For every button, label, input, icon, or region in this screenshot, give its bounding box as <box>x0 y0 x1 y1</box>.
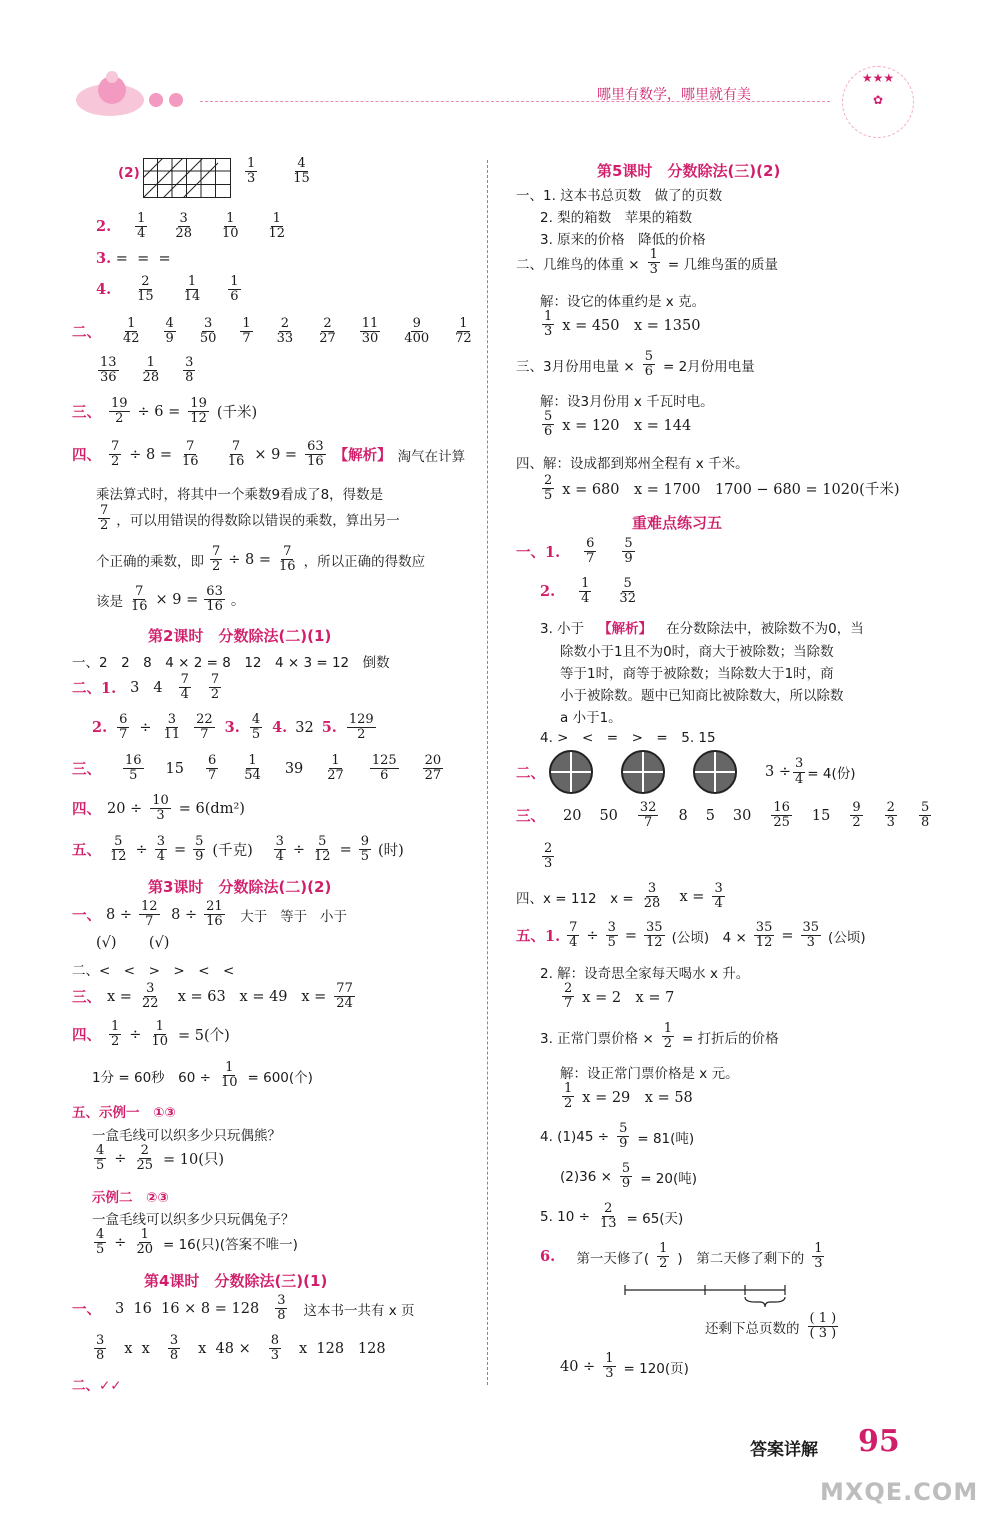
s2-row6: 五、 $\frac{5}{12}$ ÷ $\frac{3}{4}$ = $\frac{5}{9}$ (千克) $\frac{3}{4}$ ÷ $\frac{5}{12}$ = $\frac{9}{5}$ (时) <box>72 834 404 865</box>
s3-ex2: 示例二 ②③ <box>92 1190 169 1206</box>
q2-label: (2) <box>118 165 140 181</box>
w3d: 1 2 x = 29 x = 58 <box>564 1081 693 1112</box>
row-san: 三、 $\frac{19}{2}$ ÷ 6 = $\frac{19}{12}$ (千米) <box>72 396 258 427</box>
s4-row3: 二、✓✓ <box>72 1378 122 1394</box>
section-zd-title: 重难点练习五 <box>632 514 723 532</box>
s4-row2: 3 8 x x 3 8 x 48 × $\frac{8}{3}$ x 128 128 <box>96 1333 386 1364</box>
r7: 三、3月份用电量 × $\frac{5}{6}$ = 2月份用电量 <box>516 349 755 380</box>
s3-row1: 一、 8 ÷ $\frac{12}{7}$ 8 ÷ $\frac{21}{16}$ 大于 等于 小于 <box>72 899 348 930</box>
column-divider <box>487 160 488 1385</box>
w2b: 2 7 x = 2 x = 7 <box>564 981 675 1012</box>
frac: 1 3 <box>247 156 256 187</box>
s3-checks: (√) (√) <box>96 935 170 951</box>
r6: 1 3 x = 450 x = 1350 <box>544 309 701 340</box>
z3d: 等于1时，商等于被除数；当除数大于1时，商 <box>560 666 834 682</box>
w5: 5. 10 ÷ $\frac{2}{13}$ = 65(天) <box>540 1201 684 1232</box>
row-4: 4. 2 15 1 14 1 6 <box>96 274 239 305</box>
r8: 解：设3月份用 x 千瓦时电。 <box>540 394 714 410</box>
s3-ex2-q: 一盒毛线可以织多少只玩偶兔子？ <box>92 1212 295 1228</box>
quarter-circle-2 <box>621 750 665 794</box>
w2: 2. 解：设奇思全家每天喝水 x 升。 <box>540 966 750 982</box>
z-si: 四、x = 112 x = $\frac{3}{28}$ x = $\frac{3}{4}$ <box>516 881 723 912</box>
row-si: 四、 $\frac{7}{2}$ ÷ 8 = $\frac{7}{16}$ $\frac{7}{16}$ × 9 = $\frac{63}{16}$ 【解析】 淘气在计算 <box>72 439 466 470</box>
quarter-circle-3 <box>693 750 737 794</box>
p4-text2: 乘法算式时，将其中一个乘数9看成了8，得数是 <box>96 487 384 503</box>
section-2-title: 第2课时 分数除法(二)(1) <box>148 627 332 645</box>
z3: 3. 小于 【解析】 在分数除法中，被除数不为0，当 <box>540 621 864 637</box>
w6: 6. 第一天修了( 1 2 ) 第二天修了剩下的 1 3 <box>540 1241 823 1272</box>
s3-row3: 三、 x = $\frac{3}{22}$ x = 63 x = 49 x = $\frac{77}{24}$ <box>72 981 353 1012</box>
s2-row3: 2. $\frac{6}{7}$ ÷ $\frac{3}{11}$ 22 7 3. 4 5 4. 32 5. 129 2 <box>92 712 374 743</box>
row-er: 二、 1 42 4 9 3 50 1 7 2 33 2 27 11 30 9 400 1 72 <box>72 316 472 347</box>
q2-fractions <box>243 157 314 187</box>
z4: 4. > < = > = 5. 15 <box>540 730 716 746</box>
r1: 一、1. 这本书总页数 做了的页数 <box>516 188 723 204</box>
hatched-grid <box>143 158 231 202</box>
s3-row4: 四、 $\frac{1}{2}$ ÷ $\frac{1}{10}$ = 5(个) <box>72 1019 230 1050</box>
r5: 解：设它的体重约是 x 克。 <box>540 294 706 310</box>
watermark: MXQE.COM <box>820 1478 979 1506</box>
r4: 二、几维鸟的体重 × $\frac{1}{3}$ = 几维鸟蛋的质量 <box>516 247 778 278</box>
r10: 四、解：设成都到郑州全程有 x 千米。 <box>516 456 749 472</box>
s3-ex1-q: 一盒毛线可以织多少只玩偶熊？ <box>92 1128 281 1144</box>
s3-row2: 二、< < > > < < <box>72 963 235 979</box>
z-er-row: 二、 3 ÷ $\frac{3}{4}$ = 4(份) <box>516 750 856 794</box>
w1: 五、1. $\frac{7}{4}$ ÷ $\frac{3}{5}$ = $\frac{35}{12}$ (公顷) 4 × $\frac{35}{12}$ = $\frac{35}{3}$ (公顷) <box>516 920 866 951</box>
p4-text5-row: 该是 $\frac{7}{16}$ × 9 = $\frac{63}{16}$ 。 <box>96 584 246 615</box>
z-san-b: 2 3 <box>544 841 553 872</box>
row-2: 2. 1 4 3 28 1 10 1 12 <box>96 211 286 242</box>
footer-label: 答案详解 <box>750 1440 818 1460</box>
w4a: 4. (1)45 ÷ $\frac{5}{9}$ = 81(吨) <box>540 1121 695 1152</box>
p4-text4-row: 个正确的乘数，即 $\frac{7}{2}$ ÷ 8 = $\frac{7}{16}$ ，所以正确的得数应 <box>96 544 426 575</box>
z3f: a 小于1。 <box>560 710 622 726</box>
z1: 一、1. 6 7 5 9 <box>516 536 633 567</box>
row-er-b: 13 36 1 28 3 8 <box>100 355 194 386</box>
s2-row1: 一、2 2 8 4 × 2 = 8 12 4 × 3 = 12 倒数 <box>72 655 390 671</box>
s3-ex1: 五、示例一 ①③ <box>72 1105 176 1121</box>
s3-ex2-a: $\frac{4}{5}$ ÷ $\frac{1}{20}$ = 16(只)(答案不唯一) <box>96 1227 298 1258</box>
row-3: 3. = = = <box>96 250 171 267</box>
r11: 2 5 x = 680 x = 1700 1700 − 680 = 1020(千米) <box>544 473 900 504</box>
section-3-title: 第3课时 分数除法(二)(2) <box>148 878 332 896</box>
s4-row1: 一、 3 16 16 × 8 = 128 3 8 这本书一共有 x 页 <box>72 1293 415 1324</box>
section-4-title: 第4课时 分数除法(三)(1) <box>144 1272 328 1290</box>
r3: 3. 原来的价格 降低的价格 <box>540 232 706 248</box>
section-5-title: 第5课时 分数除法(三)(2) <box>597 162 781 180</box>
header-slogan: 哪里有数学，哪里就有美 <box>597 87 751 103</box>
z-san: 三、 20 50 32 7 8 5 30 16 25 15 9 2 2 3 5 8 <box>516 800 930 831</box>
z3c: 除数小于1且不为0时，商大于被除数；当除数 <box>560 644 834 660</box>
s3-ex1-a: $\frac{4}{5}$ ÷ $\frac{2}{25}$ = 10(只) <box>96 1143 225 1174</box>
frac: 4 15 <box>293 156 310 187</box>
w3c: 解：设正常门票价格是 x 元。 <box>560 1066 739 1082</box>
z3e: 小于被除数。题中已知商比被除数大，所以除数 <box>560 688 844 704</box>
p4-text3-row: 7 2 ，可以用错误的得数除以错误的乘数，算出另一 <box>100 503 400 534</box>
star-logo: ★★★ ✿ <box>842 66 914 138</box>
w4c: (2)36 × $\frac{5}{9}$ = 20(吨) <box>560 1161 698 1192</box>
s2-row5: 四、 20 ÷ $\frac{10}{3}$ = 6(dm²) <box>72 793 245 824</box>
w6c: 还剩下总页数的 ( 1 ) ( 3 ) <box>705 1311 837 1342</box>
s3-row4b: 1分 = 60秒 60 ÷ $\frac{1}{10}$ = 600(个) <box>92 1060 313 1091</box>
z2: 2. 1 4 5 32 <box>540 576 636 607</box>
page-number: 95 <box>858 1424 900 1459</box>
header-decoration <box>72 62 197 126</box>
r2: 2. 梨的箱数 苹果的箱数 <box>540 210 693 226</box>
s2-row4: 三、 16 5 15 6 7 1 54 39 1 27 125 6 20 27 <box>72 753 442 784</box>
s2-row2: 二、1. 3 4 7 4 7 2 <box>72 672 220 703</box>
w6d: 40 ÷ $\frac{1}{3}$ = 120(页) <box>560 1351 689 1382</box>
quarter-circle-1 <box>549 750 593 794</box>
r9: 5 6 x = 120 x = 144 <box>544 409 692 440</box>
w3: 3. 正常门票价格 × $\frac{1}{2}$ = 打折后的价格 <box>540 1021 779 1052</box>
